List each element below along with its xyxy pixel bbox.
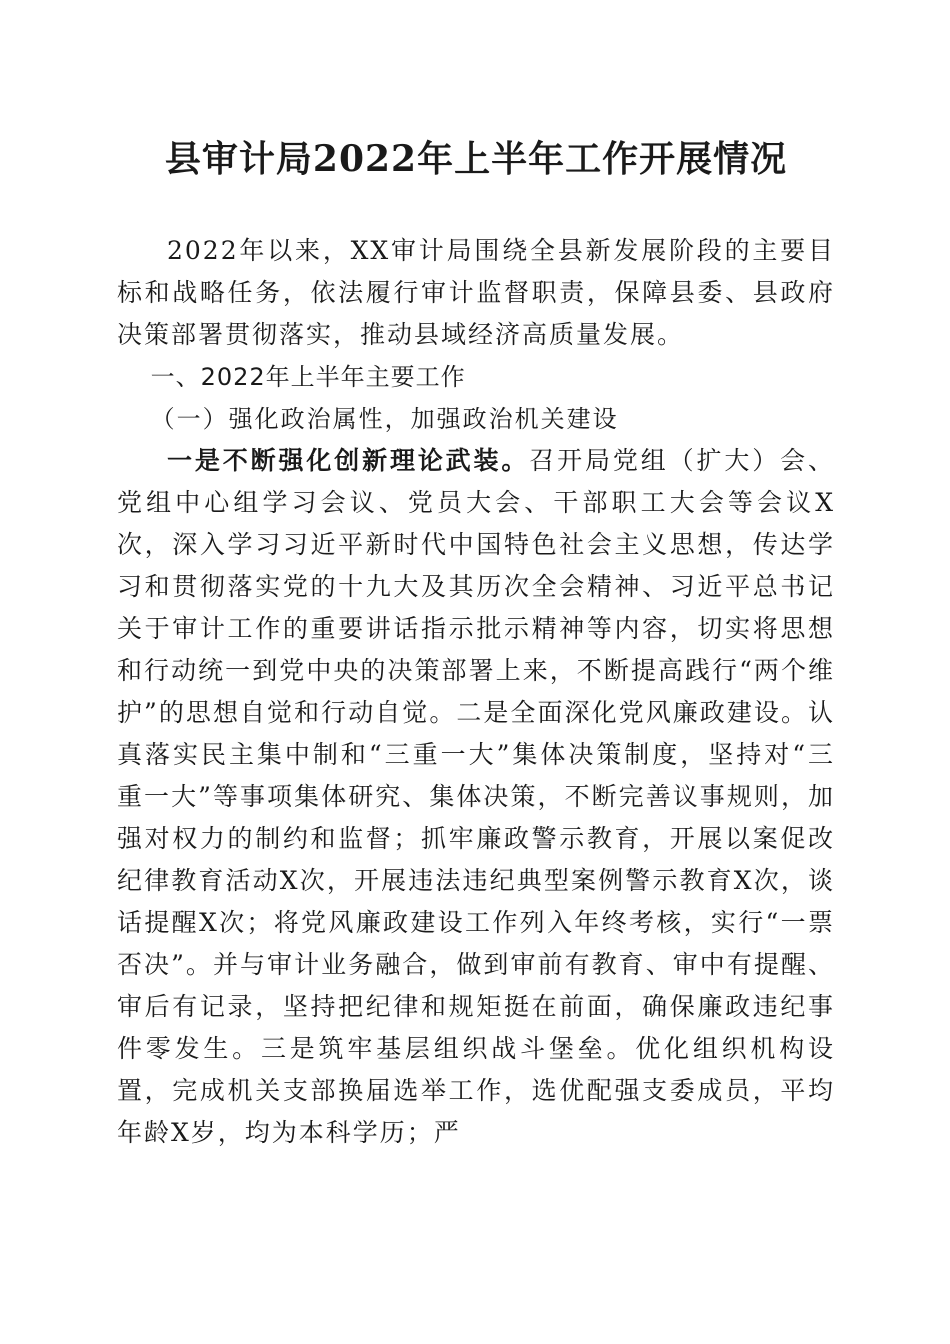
paragraph-body: 召开局党组（扩大）会、党组中心组学习会议、党员大会、干部职工大会等会议X次，深入学习习近平新时代中国特色社会主义思想，传达学习和贯彻落实党的十九大及其历次全会精神、习近平总书记关于审计工作的重要讲话指示批示精神等内容，切实将思想和行动统一到党中央的决策部署上来，不断提高践行“两个维护”的思想自觉和行动自觉。二是全面深化党风廉政建设。认真落实民主集中制和“三重一大”集体决策制度，坚持对“三重一大”等事项集体研究、集体决策，不断完善议事规则，加强对权力的制约和监督；抓牢廉政警示教育，开展以案促改纪律教育活动X次，开展违法违纪典型案例警示教育X次，谈话提醒X次；将党风廉政建设工作列入年终考核，实行“一票否决”。并与审计业务融合，做到审前有教育、审中有提醒、审后有记录，坚持把纪律和规矩挺在前面，确保廉政违纪事件零发生。三是筑牢基层组织战斗堡垒。优化组织机构设置，完成机关支部换届选举工作，选优配强支委成员，平均年龄X岁，均为本科学历；严 xyxy=(117,446,835,1147)
section-heading: 一、2022年上半年主要工作 xyxy=(150,363,466,391)
document-title: 县审计局2022年上半年工作开展情况 xyxy=(164,138,788,180)
subsection-heading: （一）强化政治属性，加强政治机关建设 xyxy=(150,405,619,433)
intro-paragraph: 2022年以来，XX审计局围绕全县新发展阶段的主要目标和战略任务，依法履行审计监督职责，保障县委、县政府决策部署贯彻落实，推动县域经济高质量发展。 xyxy=(117,236,835,349)
document-body xyxy=(117,230,835,1154)
body-paragraph xyxy=(117,440,835,1154)
paragraph-lead: 一是不断强化创新理论武装。 xyxy=(167,446,530,475)
